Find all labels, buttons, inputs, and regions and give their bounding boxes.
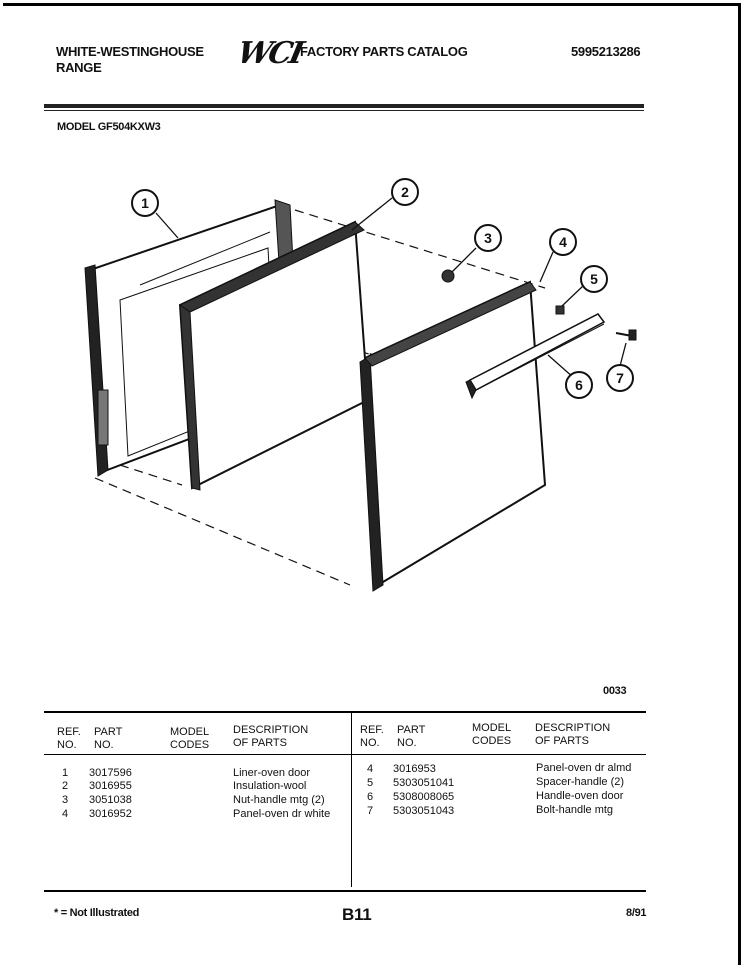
row-ref: 5 <box>367 777 374 789</box>
brand-name: WHITE-WESTINGHOUSE <box>56 44 204 59</box>
row-desc: Insulation-wool <box>233 780 307 792</box>
row-part: 5303051043 <box>393 805 455 817</box>
row-part: 5303051041 <box>393 777 455 789</box>
row-desc: Panel-oven dr white <box>233 808 331 820</box>
callout-3: 3 <box>484 230 492 246</box>
wci-logo: WCI <box>234 36 305 71</box>
row-ref: 3 <box>62 794 69 806</box>
row-part: 5308008065 <box>393 791 455 803</box>
callout-4: 4 <box>559 234 567 250</box>
callout-5: 5 <box>590 271 598 287</box>
callout-1: 1 <box>141 195 149 211</box>
model-label: MODEL GF504KXW3 <box>57 121 161 133</box>
diagram-code: 0033 <box>603 685 627 697</box>
row-part: 3016953 <box>393 763 436 775</box>
row-part: 3016955 <box>89 780 132 792</box>
header-model: MODEL CODES <box>170 726 210 751</box>
row-desc: Handle-oven door <box>536 790 624 802</box>
row-ref: 7 <box>367 805 374 817</box>
header-ref: REF. NO. <box>57 726 81 751</box>
part-4-panel <box>360 282 545 591</box>
row-desc: Bolt-handle mtg <box>536 804 614 816</box>
header-desc-right: DESCRIPTION OF PARTS <box>535 722 611 747</box>
row-ref: 4 <box>367 763 374 775</box>
header-desc: DESCRIPTION OF PARTS <box>233 724 309 749</box>
table-top-rule <box>44 711 646 713</box>
row-desc: Liner-oven door <box>233 767 311 779</box>
revision-date: 8/91 <box>626 907 647 919</box>
row-part: 3016952 <box>89 808 132 820</box>
row-ref: 4 <box>62 808 69 820</box>
header-model-right: MODEL CODES <box>472 722 512 747</box>
header-part: PART NO. <box>94 726 123 751</box>
table-column-divider <box>351 713 352 887</box>
table-header-rule <box>44 754 646 755</box>
header-part-right: PART NO. <box>397 724 426 749</box>
row-part: 3051038 <box>89 794 132 806</box>
page-number: B11 <box>342 905 372 924</box>
table-bottom-rule <box>44 890 646 892</box>
callout-7: 7 <box>616 370 624 386</box>
part-7-bolt <box>616 330 636 340</box>
catalog-part-number: 5995213286 <box>571 44 641 59</box>
not-illustrated-note: * = Not Illustrated <box>54 907 140 919</box>
row-part: 3017596 <box>89 767 132 779</box>
callout-2: 2 <box>401 184 409 200</box>
part-5-spacer <box>556 306 564 314</box>
row-ref: 6 <box>367 791 374 803</box>
row-desc: Spacer-handle (2) <box>536 776 625 788</box>
row-ref: 1 <box>62 767 69 779</box>
row-ref: 2 <box>62 780 69 792</box>
product-type: RANGE <box>56 60 102 75</box>
catalog-title: FACTORY PARTS CATALOG <box>300 44 468 59</box>
callout-6: 6 <box>575 377 583 393</box>
header-ref-right: REF. NO. <box>360 724 384 749</box>
row-desc: Nut-handle mtg (2) <box>233 794 325 806</box>
row-desc: Panel-oven dr almd <box>536 762 632 774</box>
